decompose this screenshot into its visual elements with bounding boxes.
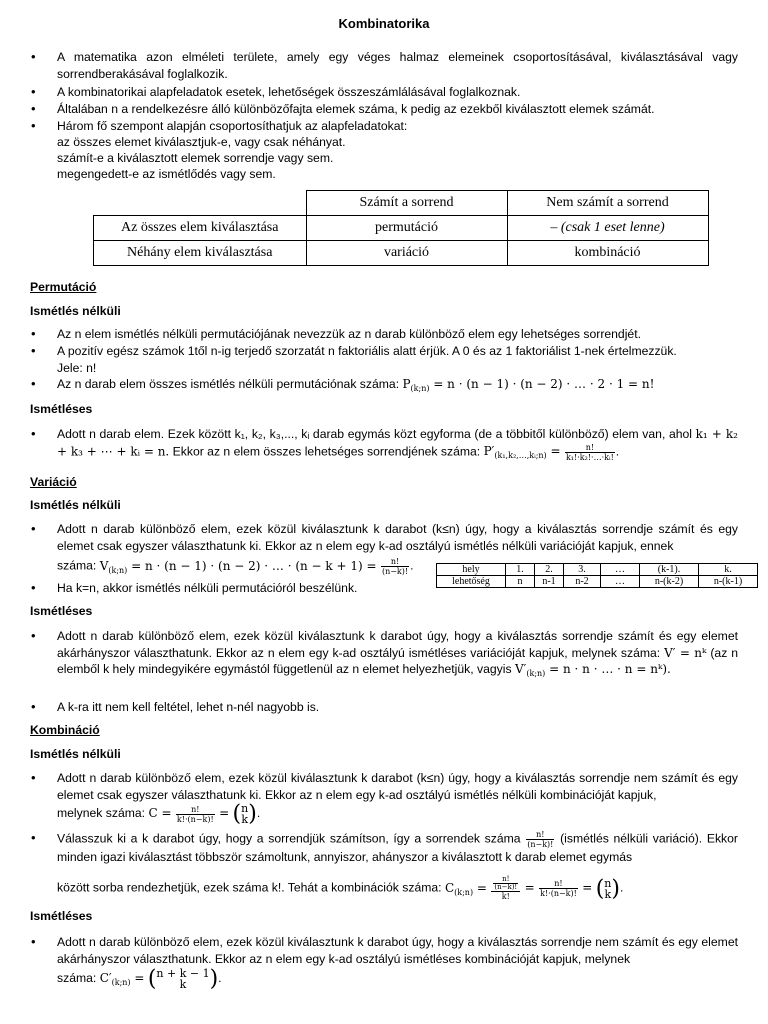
fraction-numerator: n! [526, 830, 554, 840]
paren-left: ( [595, 876, 605, 901]
perm-formula [402, 377, 654, 391]
fraction-numerator: n! [381, 557, 409, 567]
fraction-numerator: n! [493, 876, 518, 884]
paren-left: ( [232, 801, 242, 827]
symbol-v: V [99, 558, 109, 573]
comb-rep-binomial [148, 968, 218, 990]
intro-line-1: az összes elemet kiválasztjuk-e, vagy csak néhányat. [57, 135, 346, 149]
subheading-without-repetition: Ismétlés nélküli [30, 498, 121, 512]
var-bullet-1 [57, 521, 738, 554]
fraction-denominator: k!·(n−k)! [176, 814, 214, 824]
intro-line-2: számít-e a kiválasztott elemek sorrendje vagy sem. [57, 151, 334, 165]
table-cell: 2. [535, 564, 564, 576]
fraction-denominator: (n−k)! [381, 567, 409, 576]
var-bullet-1-text: Adott n darab különböző elem, ezek közül kiválasztunk k darabot (k≤n) úgy, hogy a kiválasztás sorrendje számít és egy elemet csak egyszer választhatunk ki. Ekkor az n elem egy k-ad osztályú ismétlés nélküli variációját kapjuk, ennek [57, 522, 738, 553]
symbol-subscript: (k;n) [111, 978, 131, 988]
table-cell: 3. [564, 564, 601, 576]
symbol-dot: . [256, 806, 261, 821]
perm-rep-text-2: Ekkor az n elem összes lehetséges sorrendjének száma: [172, 444, 481, 459]
fraction-numerator: n! [565, 443, 615, 453]
classification-table [93, 190, 709, 266]
perm-formula-rhs: = n · (n − 1) · (n − 2) · … · 2 · 1 = n! [433, 377, 655, 391]
comb-rep-text: Adott n darab különböző elem, ezek közül kiválasztunk k darabot úgy, hogy a kiválasztás sorrendje nem számít és egy elemet akárhányszor választhatunk. Ekkor az n elem egy k-ad osztályú ismétléses kombinációját kapjuk, melynek [57, 935, 738, 966]
paren-right: ) [248, 801, 257, 827]
symbol-subscript: (k;n) [108, 565, 128, 575]
fraction-denominator: k!·(n−k)! [540, 889, 577, 898]
table-cell: n-1 [535, 576, 564, 588]
variation-table-row-position [437, 564, 758, 576]
table-cell: (k-1). [640, 564, 699, 576]
symbol-subscript: (k;n) [410, 384, 430, 393]
perm-bullet-1: • Az n elem ismétlés nélküli permutációjának nevezzük az n darab különböző elem egy lehetséges sorrendjét. [57, 326, 738, 343]
intro-bullet-4: • Három fő szempont alapján csoportosíthatjuk az alapfeladatokat: [57, 118, 738, 135]
symbol-subscript: (k;n) [454, 887, 474, 897]
intro-bullet-3: • Általában n a rendelkezésre álló különbözőfajta elemek száma, k pedig az ezekből kiválasztott elemek számát. [57, 101, 738, 118]
intro-line-3: megengedett-e az ismétlődés vagy sem. [57, 167, 276, 181]
subheading-without-repetition: Ismétlés nélküli [30, 304, 121, 318]
fraction-numerator: n! [176, 805, 215, 815]
nested-fraction [493, 876, 518, 891]
fraction-denominator: (n−k)! [494, 883, 518, 891]
table-cell: hely [437, 564, 506, 576]
table-cell: k. [699, 564, 758, 576]
var-formula-line [57, 557, 437, 579]
symbol-eq: = [476, 880, 487, 895]
subheading-with-repetition: Ismétléses [30, 604, 93, 618]
var-formula [100, 559, 377, 573]
paren-left: ( [147, 966, 157, 992]
paren-right: ) [611, 876, 620, 901]
table-row-label-some: Néhány elem kiválasztása [94, 241, 307, 266]
table-row-label-all: Az összes elem kiválasztása [94, 216, 307, 241]
comb-fraction [176, 805, 215, 824]
comb-bullet-2 [57, 830, 738, 866]
comb-bullet-2-text-2: (ismétlés nélküli variáció). Ekkor minden igazi kiválasztást többször számoltunk, annyiszor, ahányszor a kiválasztott k darab elemet egymás [57, 831, 738, 864]
comb-rep-formula-line [57, 968, 738, 992]
symbol-dot: . [615, 444, 620, 459]
table-cell-permutation: permutáció [306, 216, 507, 241]
binomial-top: n [604, 876, 612, 890]
table-cell: n-(k-1) [699, 576, 758, 588]
symbol-eq: = [161, 806, 172, 821]
binomial-bottom: k [241, 813, 248, 826]
intro-bullet-1: • A matematika azon elméleti területe, amely egy véges halmaz elemeinek csoportosításával, kiválasztásával vagy sorrendberakásával foglalkozik. [57, 49, 738, 82]
section-heading-combination: Kombináció [30, 723, 100, 737]
table-header-order-matters: Számít a sorrend [306, 191, 507, 216]
symbol-eq: = [582, 880, 593, 895]
perm-rep-fraction [565, 443, 615, 462]
perm-rep-bullet [57, 426, 738, 465]
symbol-dot: . [410, 558, 414, 573]
binomial-bottom: k [179, 978, 187, 991]
paren-right: ) [209, 966, 219, 992]
symbol-eq: = [134, 971, 145, 986]
comb-formula [148, 806, 171, 820]
var-rep-formula-rhs: = n · n · … · [549, 662, 621, 677]
perm-rep-text: Adott n darab elem. Ezek között k₁, k₂, k₃,..., kᵢ darab egymás közt egyforma (de a többitől különböző) elem van, ahol [57, 427, 693, 441]
table-cell: … [601, 576, 640, 588]
comb-rep-bullet [57, 934, 738, 967]
comb-bullet-2-text-3: között sorba rendezhetjük, ezek száma k!. Tehát a kombinációk száma: [57, 880, 442, 895]
comb-bullet-2-final [57, 876, 738, 901]
var-formula-label: száma: [57, 558, 97, 573]
table-cell: lehetőség [437, 576, 506, 588]
comb-fraction-2 [539, 879, 578, 898]
section-heading-variation: Variáció [30, 475, 77, 489]
comb-binomial [233, 803, 257, 825]
var-bullet-4: • A k-ra itt nem kell feltétel, lehet n-nél nagyobb is. [57, 699, 738, 716]
binomial-top: n + k − 1 [156, 967, 210, 980]
table-cell-one-case: – (csak 1 eset lenne) [507, 216, 708, 241]
section-heading-permutation: Permutáció [30, 280, 97, 294]
symbol-eq: = [524, 880, 535, 895]
table-cell: 1. [506, 564, 535, 576]
table-cell: … [601, 564, 640, 576]
var-rep-formula-end: n = nᵏ). [624, 662, 671, 677]
binomial-top: n [241, 802, 249, 815]
var-formula-rhs: = n · (n − 1) · (n − 2) · … · (n − k + 1) = [131, 558, 377, 573]
subheading-with-repetition: Ismétléses [30, 402, 93, 416]
fraction-numerator: n! [539, 879, 578, 889]
table-header-order-not-matters: Nem számít a sorrend [507, 191, 708, 216]
symbol-v-prime: V′ [514, 662, 527, 677]
comb-variation-fraction [526, 830, 554, 849]
table-cell-variation: variáció [306, 241, 507, 266]
var-rep-formula: V′ = nᵏ [664, 645, 707, 660]
symbol-dot: . [218, 971, 222, 986]
symbol-eq: = [219, 806, 230, 821]
table-cell-combination: kombináció [507, 241, 708, 266]
var-rep-text: Adott n darab különböző elem, ezek közül kiválasztunk k darabot úgy, hogy a kiválasztás sorrendje számít és egy elemet akárhányszor választhatunk. Ekkor az n elem egy k-ad osztályú ismétléses variációját kapjuk, melynek száma: [57, 629, 738, 660]
table-cell: n-2 [564, 576, 601, 588]
table-empty-cell [94, 191, 307, 216]
page-title: Kombinatorika [338, 16, 430, 31]
binomial-bottom: k [604, 887, 612, 901]
intro-bullet-2: • A kombinatorikai alapfeladatok esetek, lehetőségek összeszámlálásával foglalkoznak. [57, 84, 738, 101]
fraction-denominator: (n−k)! [527, 840, 554, 849]
variation-table-row-options [437, 576, 758, 588]
comb-bullet-1-text: Adott n darab különböző elem, ezek közül kiválasztunk k darabot (k≤n) úgy, hogy a kiválasztás sorrendje nem számít és egy elemet csak egyszer választhatunk ki. Ekkor az n elem egy k-ad osztályú ismétlés nélküli kombinációját kapjuk, [57, 771, 738, 802]
subheading-with-repetition: Ismétléses [30, 909, 93, 923]
perm-rep-formula [483, 444, 561, 461]
var-rep-bullet [57, 628, 738, 683]
var-rep-text-2: (az n elemből k hely mindegyikére egymástól függetlenül az n elemet helyezhetjük, vagyis [57, 645, 738, 677]
comb-final-formula [445, 881, 487, 895]
symbol-c: C [148, 806, 158, 821]
fraction-denominator: k! [501, 892, 510, 901]
comb-bullet-2-text: Válasszuk ki a k darabot úgy, hogy a sorrendjük számítson, így a sorrendek száma [57, 831, 521, 846]
perm-bullet-3-text: Az n darab elem összes ismétlés nélküli permutációnak száma: [57, 377, 400, 391]
subheading-without-repetition: Ismétlés nélküli [30, 747, 121, 761]
fraction-numerator [491, 876, 520, 892]
comb-rep-formula [99, 971, 145, 988]
symbol-p: P [402, 377, 411, 391]
symbol-dot: . [619, 880, 624, 895]
comb-formula-line [57, 803, 738, 825]
table-cell: n [506, 576, 535, 588]
comb-compound-fraction [491, 876, 520, 901]
var-rep-formula-2 [514, 662, 671, 679]
variation-position-table [436, 563, 758, 588]
comb-formula-label: melynek száma: [57, 806, 146, 821]
symbol-p-prime: P′ [483, 444, 495, 459]
perm-bullet-2-text: A pozitív egész számok 1től n-ig terjedő szorzatát n faktoriális alatt érjük. A 0 és az 1 faktoriálist 1-nek értelmezzük. [57, 344, 677, 358]
perm-bullet-2 [57, 343, 738, 376]
var-fraction [381, 557, 409, 576]
table-cell: n-(k-2) [640, 576, 699, 588]
perm-rep-sum: k₁ + k₂ + k₃ + ⋯ + kᵢ = n. [57, 427, 738, 459]
comb-rep-label: száma: [57, 971, 97, 986]
perm-bullet-3 [57, 376, 738, 398]
symbol-eq: = [550, 444, 561, 459]
comb-binomial-2 [596, 878, 620, 900]
fraction-denominator: k₁!·k₂!·…·kᵢ! [565, 452, 614, 462]
symbol-subscript: (k;n) [526, 669, 546, 679]
symbol-c: C [444, 880, 455, 895]
symbol-c-prime: C′ [99, 971, 112, 986]
comb-bullet-1 [57, 770, 738, 803]
var-bullet-2: • Ha k=n, akkor ismétlés nélküli permutációról beszélünk. [57, 580, 427, 597]
symbol-subscript: (k₁,k₂,…,kᵢ;n) [494, 451, 547, 461]
perm-bullet-2-notation: Jele: n! [57, 360, 97, 375]
